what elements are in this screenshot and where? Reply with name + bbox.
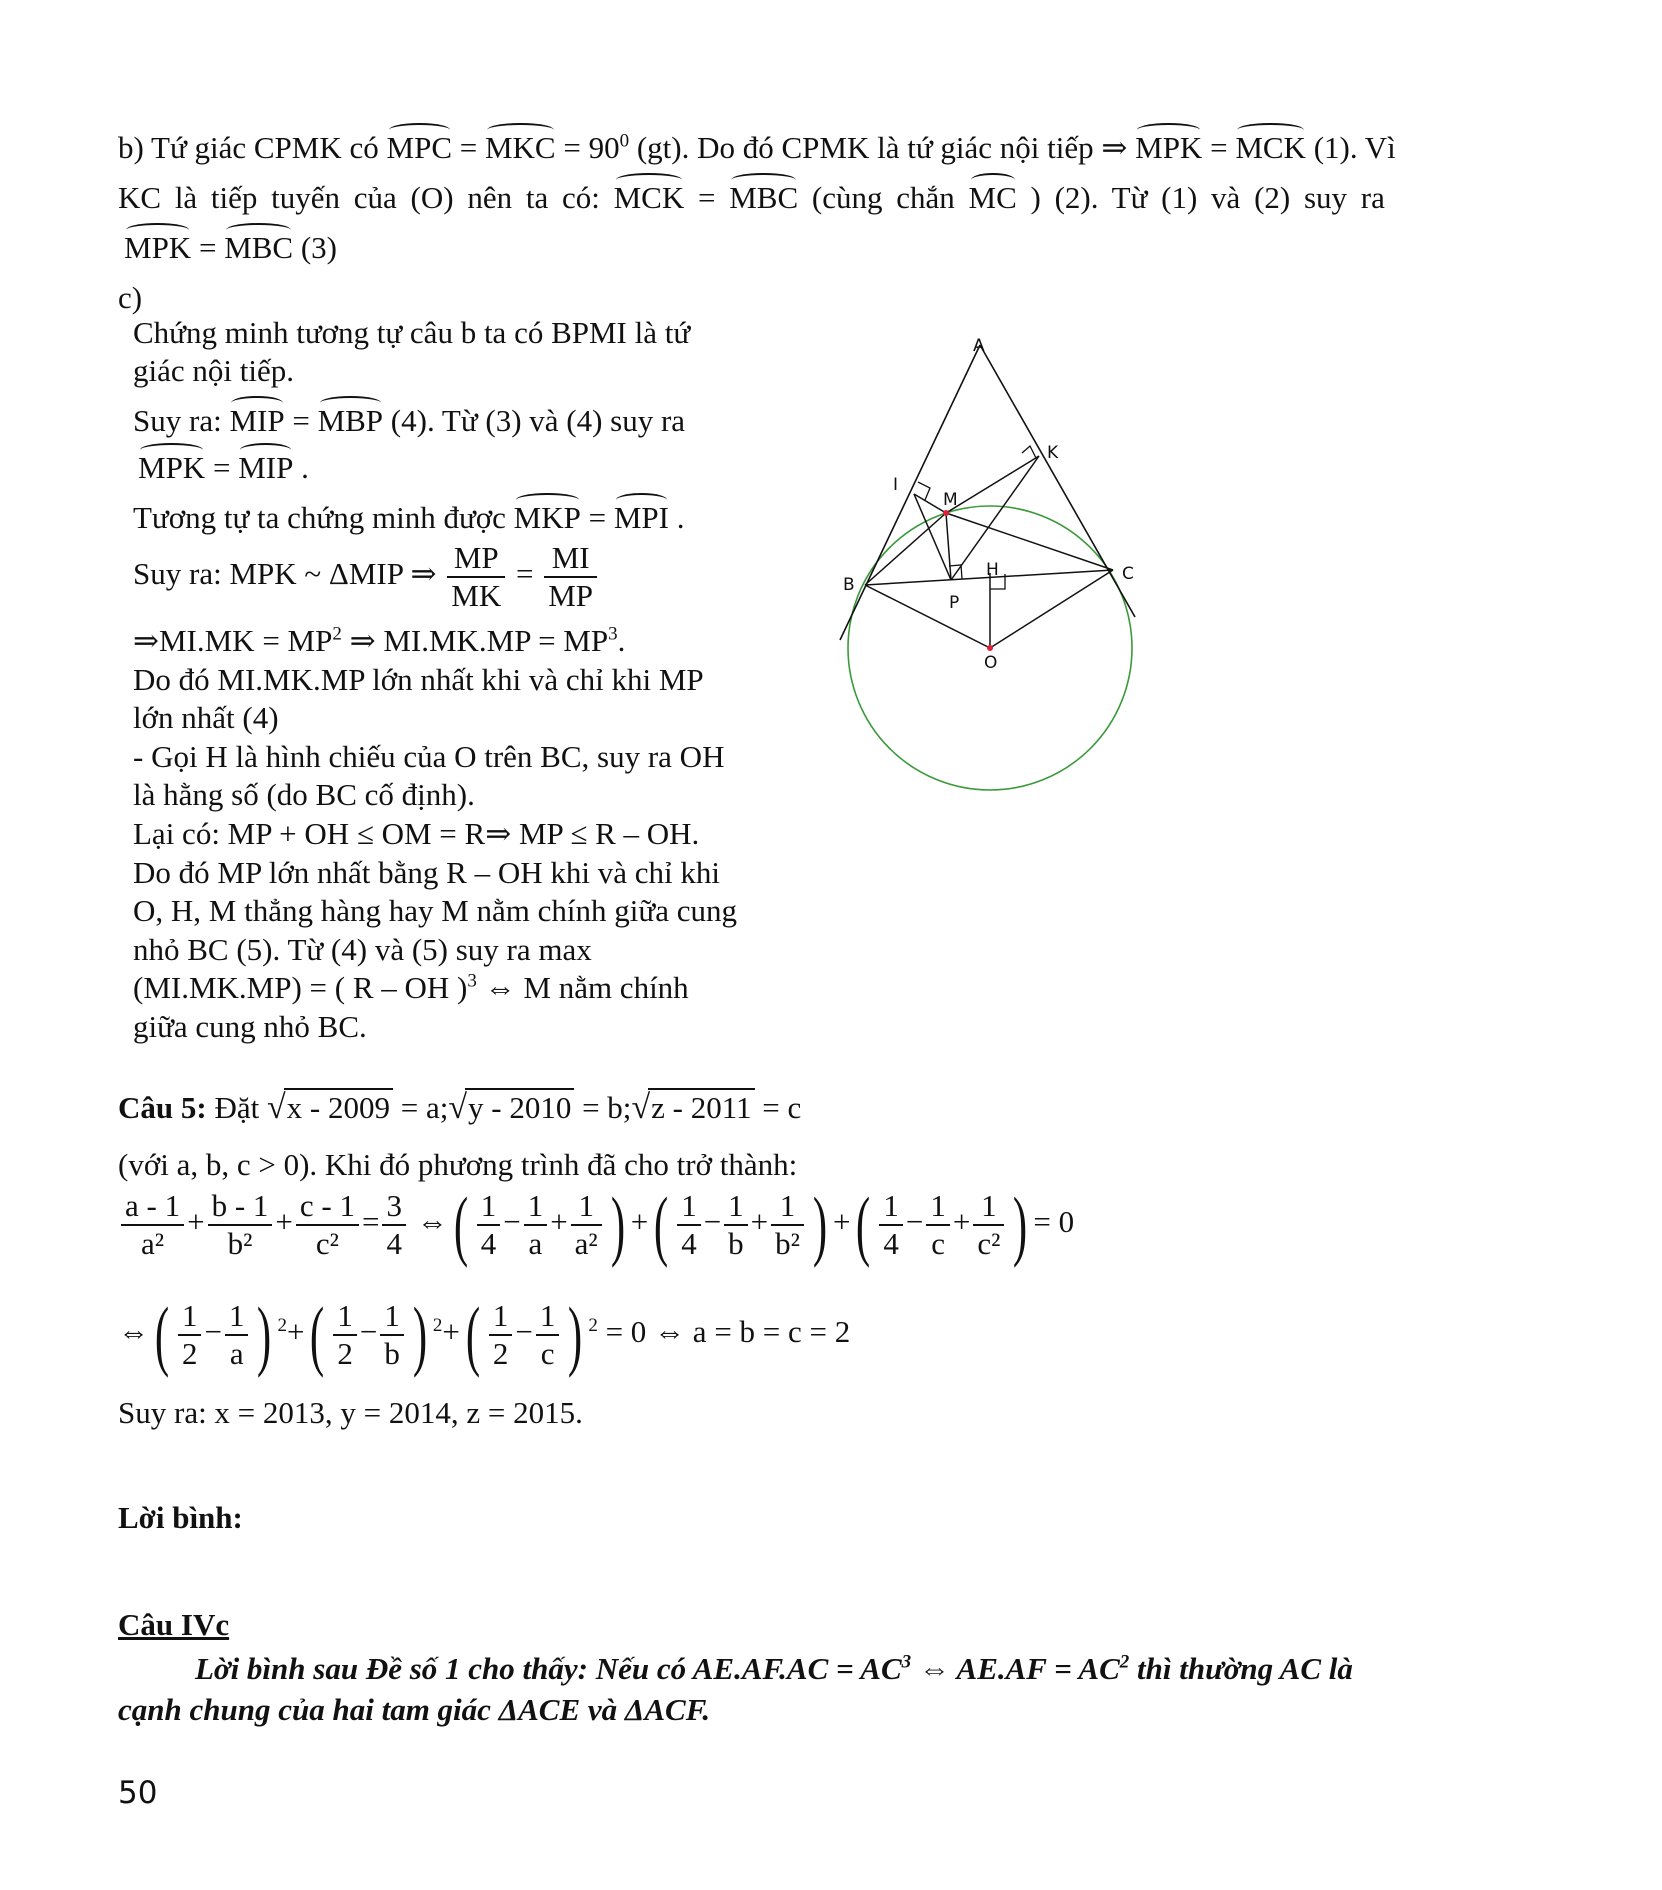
segment-bo <box>865 585 990 648</box>
cau5-equation-2: ⇔( $\frac{1}{2}$ − $\frac{1}{a}$ ) $^2$+( $\frac{1}{2}$ − $\frac{1}{b}$ ) $^2$+( $\frac{1}{2}$ − $\frac{1}{c}$ ) $^2$ = 0 ⇔ a = b = c = 2 <box>118 1291 851 1378</box>
cau5-result: Suy ra: x = 2013, y = 2014, z = 2015. <box>118 1395 583 1430</box>
part-c-label: c) <box>118 280 143 315</box>
point-m-dot <box>943 510 949 516</box>
part-c-line-12: Lại có: MP + OH ≤ OM = R⇒ MP ≤ R – OH. <box>133 816 700 851</box>
label-a: A <box>973 336 985 356</box>
segment-bm <box>865 513 946 585</box>
part-c-line-13: Do đó MP lớn nhất bằng R – OH khi và chỉ khi <box>133 855 720 890</box>
part-c-line-2: giác nội tiếp. <box>133 353 294 388</box>
part-b-line-2: KC là tiếp tuyến của (O) nên ta có: MCK = MBC (cùng chắn MC ) (2). Từ (1) và (2) suy ra <box>118 180 1385 215</box>
part-c-line-7: ⇒MI.MK = $MP^2$ ⇒ $MI.MK.MP = MP^3$. <box>133 623 626 658</box>
point-o-dot <box>987 645 993 651</box>
label-b: B <box>843 575 855 595</box>
geometry-figure <box>820 320 1150 800</box>
label-k: K <box>1047 443 1059 463</box>
label-i: I <box>893 475 899 495</box>
comment-line-1: Lời bình sau Đề số 1 cho thấy: Nếu có $AE.AF.AC = AC^3$ ⇔ $AE.AF = AC^2$ thì thường AC là <box>195 1651 1353 1686</box>
cau-ivc-heading: Câu IVc <box>118 1607 230 1642</box>
page-number: 50 <box>118 1775 158 1811</box>
part-c-line-11: là hằng số (do BC cố định). <box>133 777 475 812</box>
part-c-line-14: O, H, M thẳng hàng hay M nằm chính giữa cung <box>133 893 737 928</box>
part-b-line-1: b) Tứ giác CPMK có MPC = MKC = $90^0$ (gt). Do đó CPMK là tứ giác nội tiếp ⇒ MPK = MCK (1). Vì <box>118 130 1396 165</box>
label-h: H <box>986 560 999 580</box>
part-c-line-1: Chứng minh tương tự câu b ta có BPMI là tứ <box>133 315 691 350</box>
part-c-line-4: MPK = MIP . <box>138 450 309 485</box>
part-b-line-3: MPK = MBC (3) <box>124 230 338 265</box>
part-c-line-6: Suy ra: MPK ~ ΔMIP ⇒ $\frac{MP}{MK}$ = $\frac{MI}{MP}$ <box>133 540 600 613</box>
label-m: M <box>943 490 958 510</box>
part-c-line-8: Do đó MI.MK.MP lớn nhất khi và chỉ khi MP <box>133 662 704 697</box>
part-c-line-16: (MI.MK.MP) = ( R – OH )$^3$ ⇔ M nằm chính <box>133 970 689 1005</box>
part-c-line-10: - Gọi H là hình chiếu của O trên BC, suy ra OH <box>133 739 725 774</box>
segment-co <box>990 570 1113 648</box>
cau5-equation-1: $\frac{a - 1}{\text{a²}}$ + $\frac{b - 1}{\text{b²}}$ + $\frac{c - 1}{\text{c²}}$ = $\frac{3}{4}$ ⇔( $\frac{1}{4}$ − $\frac{1}{a}$ + $\frac{1}{\text{a²}}$ ) +( $\frac{1}{4}$ − $\frac{1}{b}$ + $\frac{1}{\text{b²}}$ ) +( $\frac{1}{4}$ − $\frac{1}{c}$ + $\frac{1}{\text{c²}}$ ) = 0 <box>118 1186 1074 1264</box>
cau5-line-1: Câu 5: Đặt √x - 2009 = a;√y - 2010 = b;√z - 2011 = c <box>118 1089 802 1126</box>
label-c: C <box>1122 564 1134 584</box>
part-c-line-5: Tương tự ta chứng minh được MKP = MPI . <box>133 500 685 535</box>
segment-mk <box>946 456 1039 513</box>
comment-line-2: cạnh chung của hai tam giác ΔACE và ΔACF. <box>118 1692 711 1727</box>
part-c-line-9: lớn nhất (4) <box>133 700 279 735</box>
segment-cm <box>946 513 1113 570</box>
part-c-line-15: nhỏ BC (5). Từ (4) và (5) suy ra max <box>133 932 592 967</box>
part-c-line-17: giữa cung nhỏ BC. <box>133 1009 367 1044</box>
part-c-line-3: Suy ra: MIP = MBP (4). Từ (3) và (4) suy ra <box>133 403 686 438</box>
cau5-line-2: (với a, b, c > 0). Khi đó phương trình đã cho trở thành: <box>118 1147 798 1182</box>
right-angle-k <box>1022 446 1036 458</box>
label-p: P <box>949 593 960 613</box>
loi-binh-heading: Lời bình: <box>118 1500 243 1535</box>
label-o: O <box>984 653 998 673</box>
